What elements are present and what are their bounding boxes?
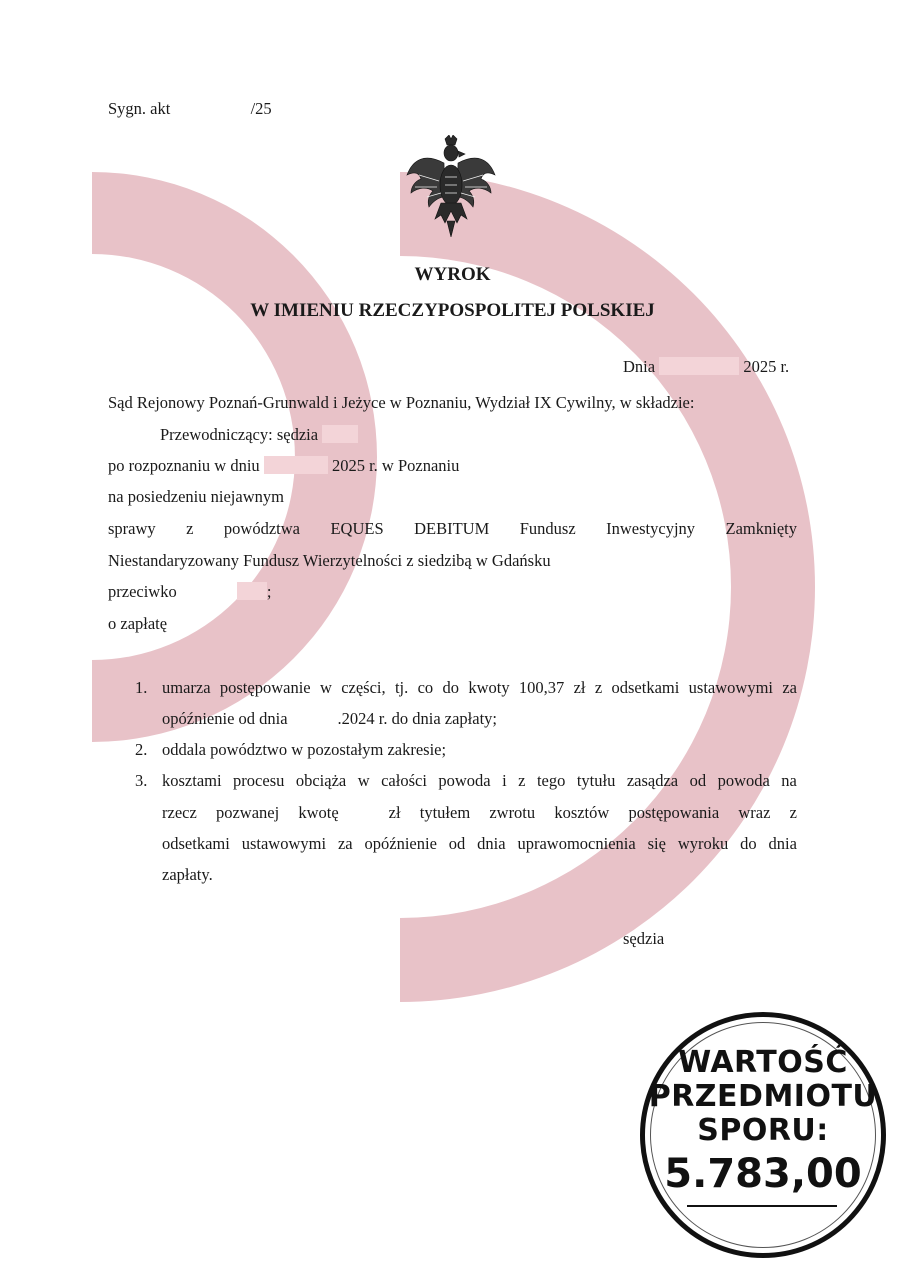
case-signature <box>108 99 272 119</box>
item-1-number: 1. <box>135 678 148 697</box>
item-word: wraz <box>738 803 771 822</box>
item-word: postępowania <box>628 803 720 822</box>
redacted-date <box>659 357 739 375</box>
judgment-subtitle: W IMIENIU RZECZYPOSPOLITEJ POLSKIEJ <box>250 300 655 321</box>
item-word: w <box>319 678 332 697</box>
item-word: całości <box>381 771 427 790</box>
item-word: procesu <box>233 771 285 790</box>
item-1-line-2-prefix: opóźnienie od dnia <box>162 709 288 728</box>
item-word: tego <box>536 771 566 790</box>
item-word-text: zł <box>388 803 401 822</box>
item-1-line-1 <box>162 678 797 698</box>
item-word: tj. <box>394 678 409 697</box>
item-word-text: kwotę <box>298 803 339 822</box>
item-word: do <box>442 678 459 697</box>
item-word: rzecz <box>162 803 197 822</box>
item-word: części, <box>341 678 386 697</box>
item-word: od <box>689 771 707 790</box>
stamp-line-2: PRZEDMIOTU <box>648 1079 878 1114</box>
item-word: za <box>782 678 797 697</box>
item-2-text: oddala powództwo w pozostałym zakresie; <box>162 740 447 759</box>
item-word: zwrotu <box>489 803 536 822</box>
against-line <box>108 582 271 602</box>
hearing-prefix: po rozpoznaniu w dniu <box>108 456 260 475</box>
item-word: powoda <box>438 771 491 790</box>
item-word: do <box>740 834 757 853</box>
item-word: od <box>448 834 466 853</box>
item-word: dnia <box>768 834 797 853</box>
item-word: za <box>337 834 353 853</box>
subject-line: o zapłatę <box>108 614 168 633</box>
stamp-amount: 5.783,00 <box>664 1151 862 1197</box>
session-line: na posiedzeniu niejawnym <box>108 487 284 506</box>
judgment-date <box>623 357 789 377</box>
presiding-text: Przewodniczący: sędzia <box>160 425 319 444</box>
item-word: kosztów <box>554 803 610 822</box>
item-word: z <box>789 803 797 822</box>
item-word: 100,37 <box>518 678 565 697</box>
dispute-value-stamp <box>640 1012 886 1258</box>
judgment-title: WYROK <box>414 264 491 285</box>
item-word: się <box>647 834 666 853</box>
polish-eagle-emblem <box>405 135 497 237</box>
redacted-judge-name <box>322 425 358 443</box>
hearing-suffix: 2025 r. w Poznaniu <box>331 456 460 475</box>
item-word <box>298 803 400 823</box>
item-word: zasądza <box>626 771 679 790</box>
item-word: powoda <box>717 771 770 790</box>
item-word: wyroku <box>677 834 729 853</box>
stamp-line-1: WARTOŚĆ <box>678 1045 848 1080</box>
case-word: Zamknięty <box>725 519 797 538</box>
case-signature-suffix: /25 <box>250 99 272 118</box>
item-word: tytułem <box>419 803 471 822</box>
case-line-1 <box>108 519 797 539</box>
against-label: przeciwko <box>108 582 177 601</box>
case-line-2: Niestandaryzowany Fundusz Wierzytelności z siedzibą w Gdańsku <box>108 551 551 570</box>
item-3-number: 3. <box>135 771 148 790</box>
item-1-line-2-suffix: .2024 r. do dnia zapłaty; <box>337 709 498 728</box>
item-word: z <box>594 678 603 697</box>
redacted-defendant <box>237 582 267 600</box>
case-word: z <box>186 519 194 538</box>
item-word: co <box>417 678 434 697</box>
item-3-line-1 <box>162 771 797 791</box>
item-word: z <box>518 771 526 790</box>
item-3-line-4: zapłaty. <box>162 865 213 884</box>
redacted-hearing-date <box>264 456 328 474</box>
item-word: opóźnienie <box>364 834 437 853</box>
item-word: uprawomocnienia <box>517 834 636 853</box>
presiding-line <box>160 425 358 445</box>
item-word: na <box>781 771 797 790</box>
item-word: i <box>502 771 507 790</box>
case-word: EQUES <box>330 519 384 538</box>
item-word: odsetkami <box>611 678 680 697</box>
case-signature-label: Sygn. akt <box>108 99 171 118</box>
case-word: Fundusz <box>519 519 576 538</box>
hearing-line <box>108 456 459 476</box>
case-word: sprawy <box>108 519 156 538</box>
item-word: obciąża <box>295 771 347 790</box>
item-2-number: 2. <box>135 740 148 759</box>
item-word: pozwanej <box>215 803 280 822</box>
judge-signoff: sędzia <box>623 929 665 948</box>
item-word: odsetkami <box>162 834 230 853</box>
item-word: kwoty <box>468 678 510 697</box>
item-word: dnia <box>477 834 506 853</box>
item-word: umarza <box>162 678 211 697</box>
stamp-underline <box>687 1205 837 1207</box>
item-word: zł <box>573 678 586 697</box>
item-word: ustawowymi <box>241 834 327 853</box>
item-word: tytułu <box>576 771 616 790</box>
date-prefix: Dnia <box>623 357 656 376</box>
item-word: ustawowymi <box>688 678 774 697</box>
item-word: w <box>357 771 370 790</box>
court-line: Sąd Rejonowy Poznań-Grunwald i Jeżyce w Poznaniu, Wydział IX Cywilny, w składzie: <box>108 393 695 412</box>
stamp-line-3: SPORU: <box>697 1113 829 1148</box>
item-3-line-3 <box>162 834 797 854</box>
case-word: powództwa <box>223 519 300 538</box>
against-colon: ; <box>266 582 272 601</box>
date-suffix: 2025 r. <box>743 357 790 376</box>
item-word: postępowanie <box>219 678 311 697</box>
item-3-line-2 <box>162 803 797 823</box>
case-word: Inwestycyjny <box>606 519 696 538</box>
case-word: DEBITUM <box>414 519 490 538</box>
item-word: kosztami <box>162 771 222 790</box>
item-1-line-2 <box>162 709 497 729</box>
